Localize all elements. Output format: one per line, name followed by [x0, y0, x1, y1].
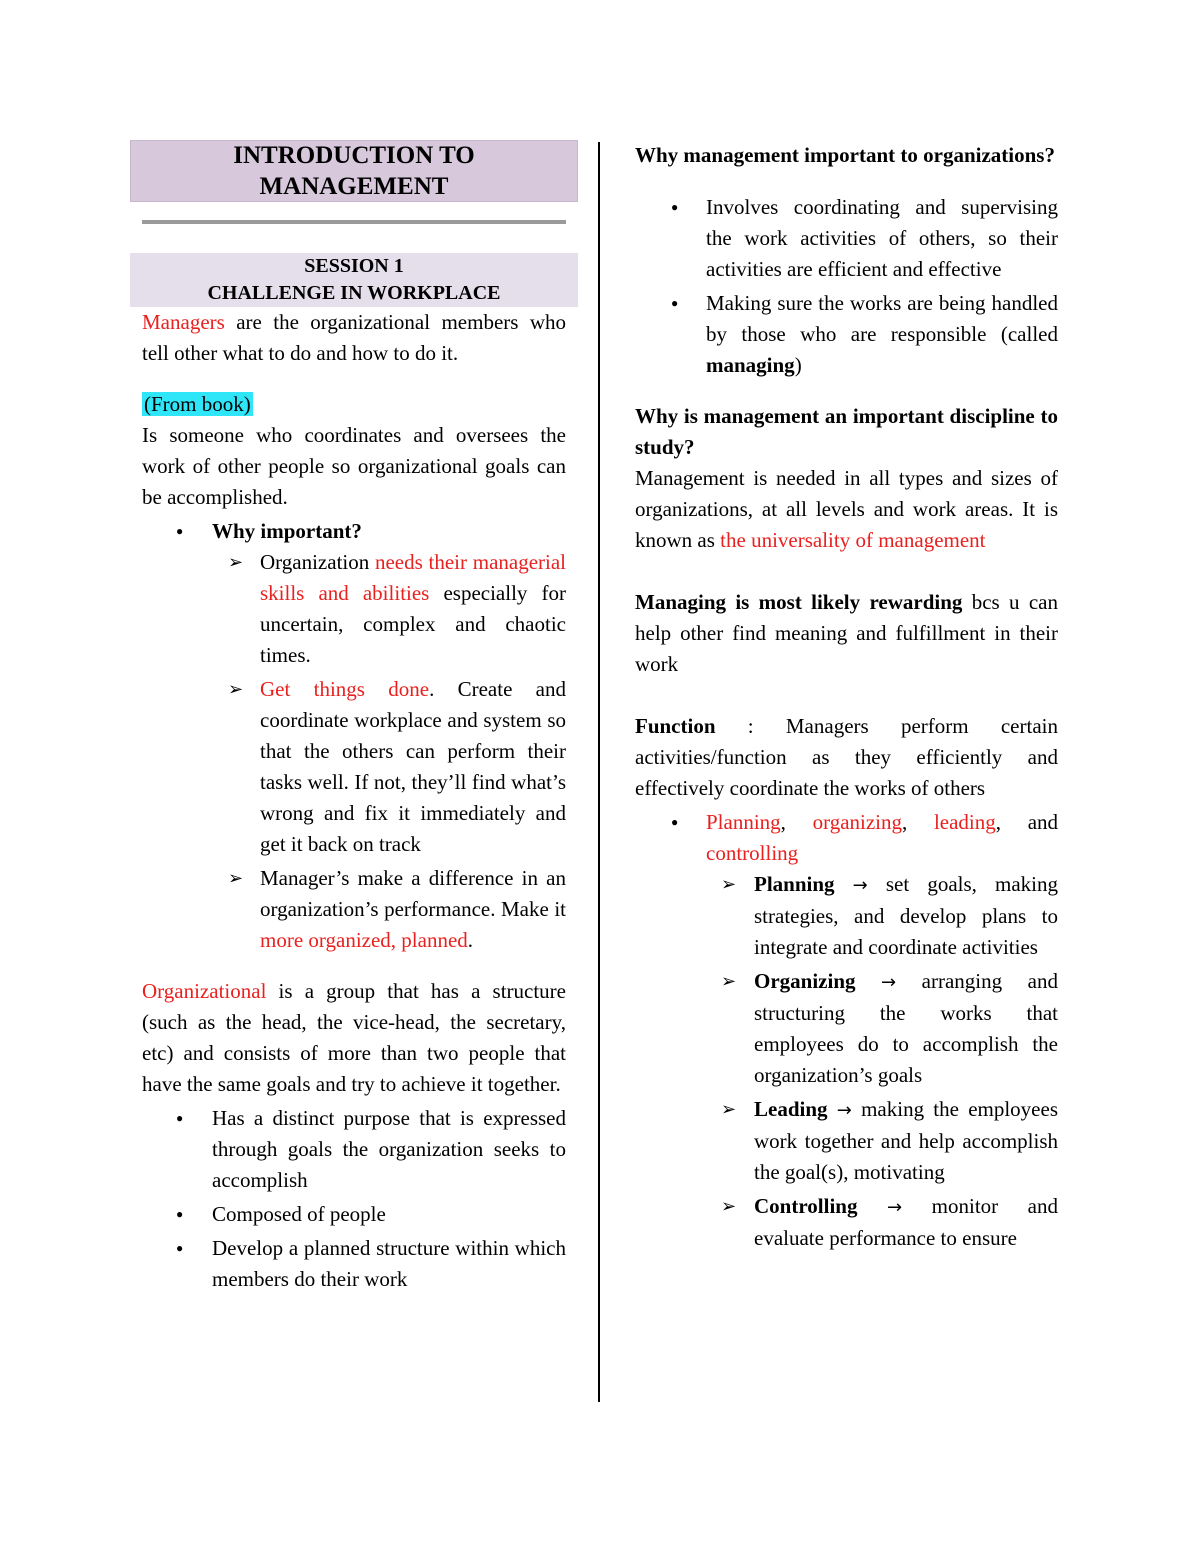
why-important-label: Why important?	[212, 519, 362, 543]
session-heading	[130, 253, 578, 307]
why-important-sublist	[142, 547, 566, 956]
list-item: ● Planning, organizing, leading, and controlling	[635, 807, 1058, 869]
left-column	[130, 140, 578, 1295]
arrow-bullet-icon: ➢	[721, 1099, 737, 1120]
session-title: CHALLENGE IN WORKPLACE	[207, 282, 501, 304]
list-item	[142, 516, 566, 547]
title-line-1: INTRODUCTION TO	[233, 142, 475, 169]
right-arrow-icon: →	[852, 875, 868, 896]
organizational-definition: Organizational is a group that has a structure (such as the head, the vice-head, the secretary, etc) and consists of more than two people that have the same goals and try to achieve it together.	[142, 979, 566, 1096]
list-item: ● Making sure the works are being handled by those who are responsible (called managing)	[635, 288, 1058, 381]
list-item: ➢ Planning → set goals, making strategies, and develop plans to integrate and coordinate activities	[635, 869, 1058, 963]
arrow-bullet-icon: ➢	[228, 868, 244, 889]
list-item: ➢ Controlling → monitor and evaluate performance to ensure	[635, 1191, 1058, 1254]
arrow-bullet-icon: ➢	[721, 874, 737, 895]
column-divider	[598, 142, 600, 1402]
arrow-bullet-icon: ➢	[721, 971, 737, 992]
list-item: ● Composed of people	[142, 1199, 566, 1230]
list-item: ● Has a distinct purpose that is expressed through goals the organization seeks to accomplish	[142, 1103, 566, 1196]
list-item: ➢ Manager’s make a difference in an organization’s performance. Make it more organized, planned.	[142, 863, 566, 956]
function-text: Function : Managers perform certain activities/function as they efficiently and effectively coordinate the works of others	[635, 714, 1058, 800]
managers-definition	[142, 307, 566, 369]
list-item: ➢ Get things done. Create and coordinate workplace and system so that the others can perform their tasks well. If not, they’ll find what’s wrong and fix it immediately and get it back on track	[142, 674, 566, 860]
why-mgmt-org-heading: Why management important to organizations?	[635, 143, 1055, 167]
from-book-label-line	[142, 389, 566, 420]
title-rule	[142, 220, 566, 224]
session-number: SESSION 1	[304, 255, 404, 277]
arrow-bullet-icon: ➢	[228, 552, 244, 573]
rewarding-text: Managing is most likely rewarding bcs u can help other find meaning and fulfillment in their work	[635, 590, 1058, 676]
title-line-2: MANAGEMENT	[259, 173, 449, 200]
list-item: ➢ Organizing → arranging and structuring the works that employees do to accomplish the organization’s goals	[635, 966, 1058, 1091]
list-item: ● Develop a planned structure within which members do their work	[142, 1233, 566, 1295]
function-sublist	[635, 869, 1058, 1254]
from-book-label: (From book)	[144, 392, 251, 416]
right-column	[635, 140, 1058, 1254]
managers-definition-text: are the organizational members who tell other what to do and how to do it.	[142, 310, 566, 365]
function-list	[635, 807, 1058, 869]
why-discipline-heading: Why is management an important discipline to study?	[635, 404, 1058, 459]
arrow-bullet-icon: ➢	[228, 679, 244, 700]
right-arrow-icon: →	[881, 972, 897, 993]
why-discipline-text: Management is needed in all types and sizes of organizations, at all levels and work areas. It is known as the universality of management	[635, 466, 1058, 552]
why-important-list	[142, 516, 566, 547]
left-body	[142, 307, 566, 1295]
from-book-text: Is someone who coordinates and oversees the work of other people so organizational goals can be accomplished.	[142, 423, 566, 509]
list-item: ➢ Leading → making the employees work together and help accomplish the goal(s), motivating	[635, 1094, 1058, 1188]
list-item: ● Involves coordinating and supervising the work activities of others, so their activities are efficient and effective	[635, 192, 1058, 285]
document-title	[130, 140, 578, 202]
list-item: ➢ Organization needs their managerial skills and abilities especially for uncertain, complex and chaotic times.	[142, 547, 566, 671]
organizational-list	[142, 1103, 566, 1295]
right-arrow-icon: →	[836, 1100, 852, 1121]
managers-term: Managers	[142, 310, 225, 334]
arrow-bullet-icon: ➢	[721, 1196, 737, 1217]
why-mgmt-org-list	[635, 192, 1058, 381]
organizational-term: Organizational	[142, 979, 267, 1003]
right-arrow-icon: →	[887, 1197, 903, 1218]
